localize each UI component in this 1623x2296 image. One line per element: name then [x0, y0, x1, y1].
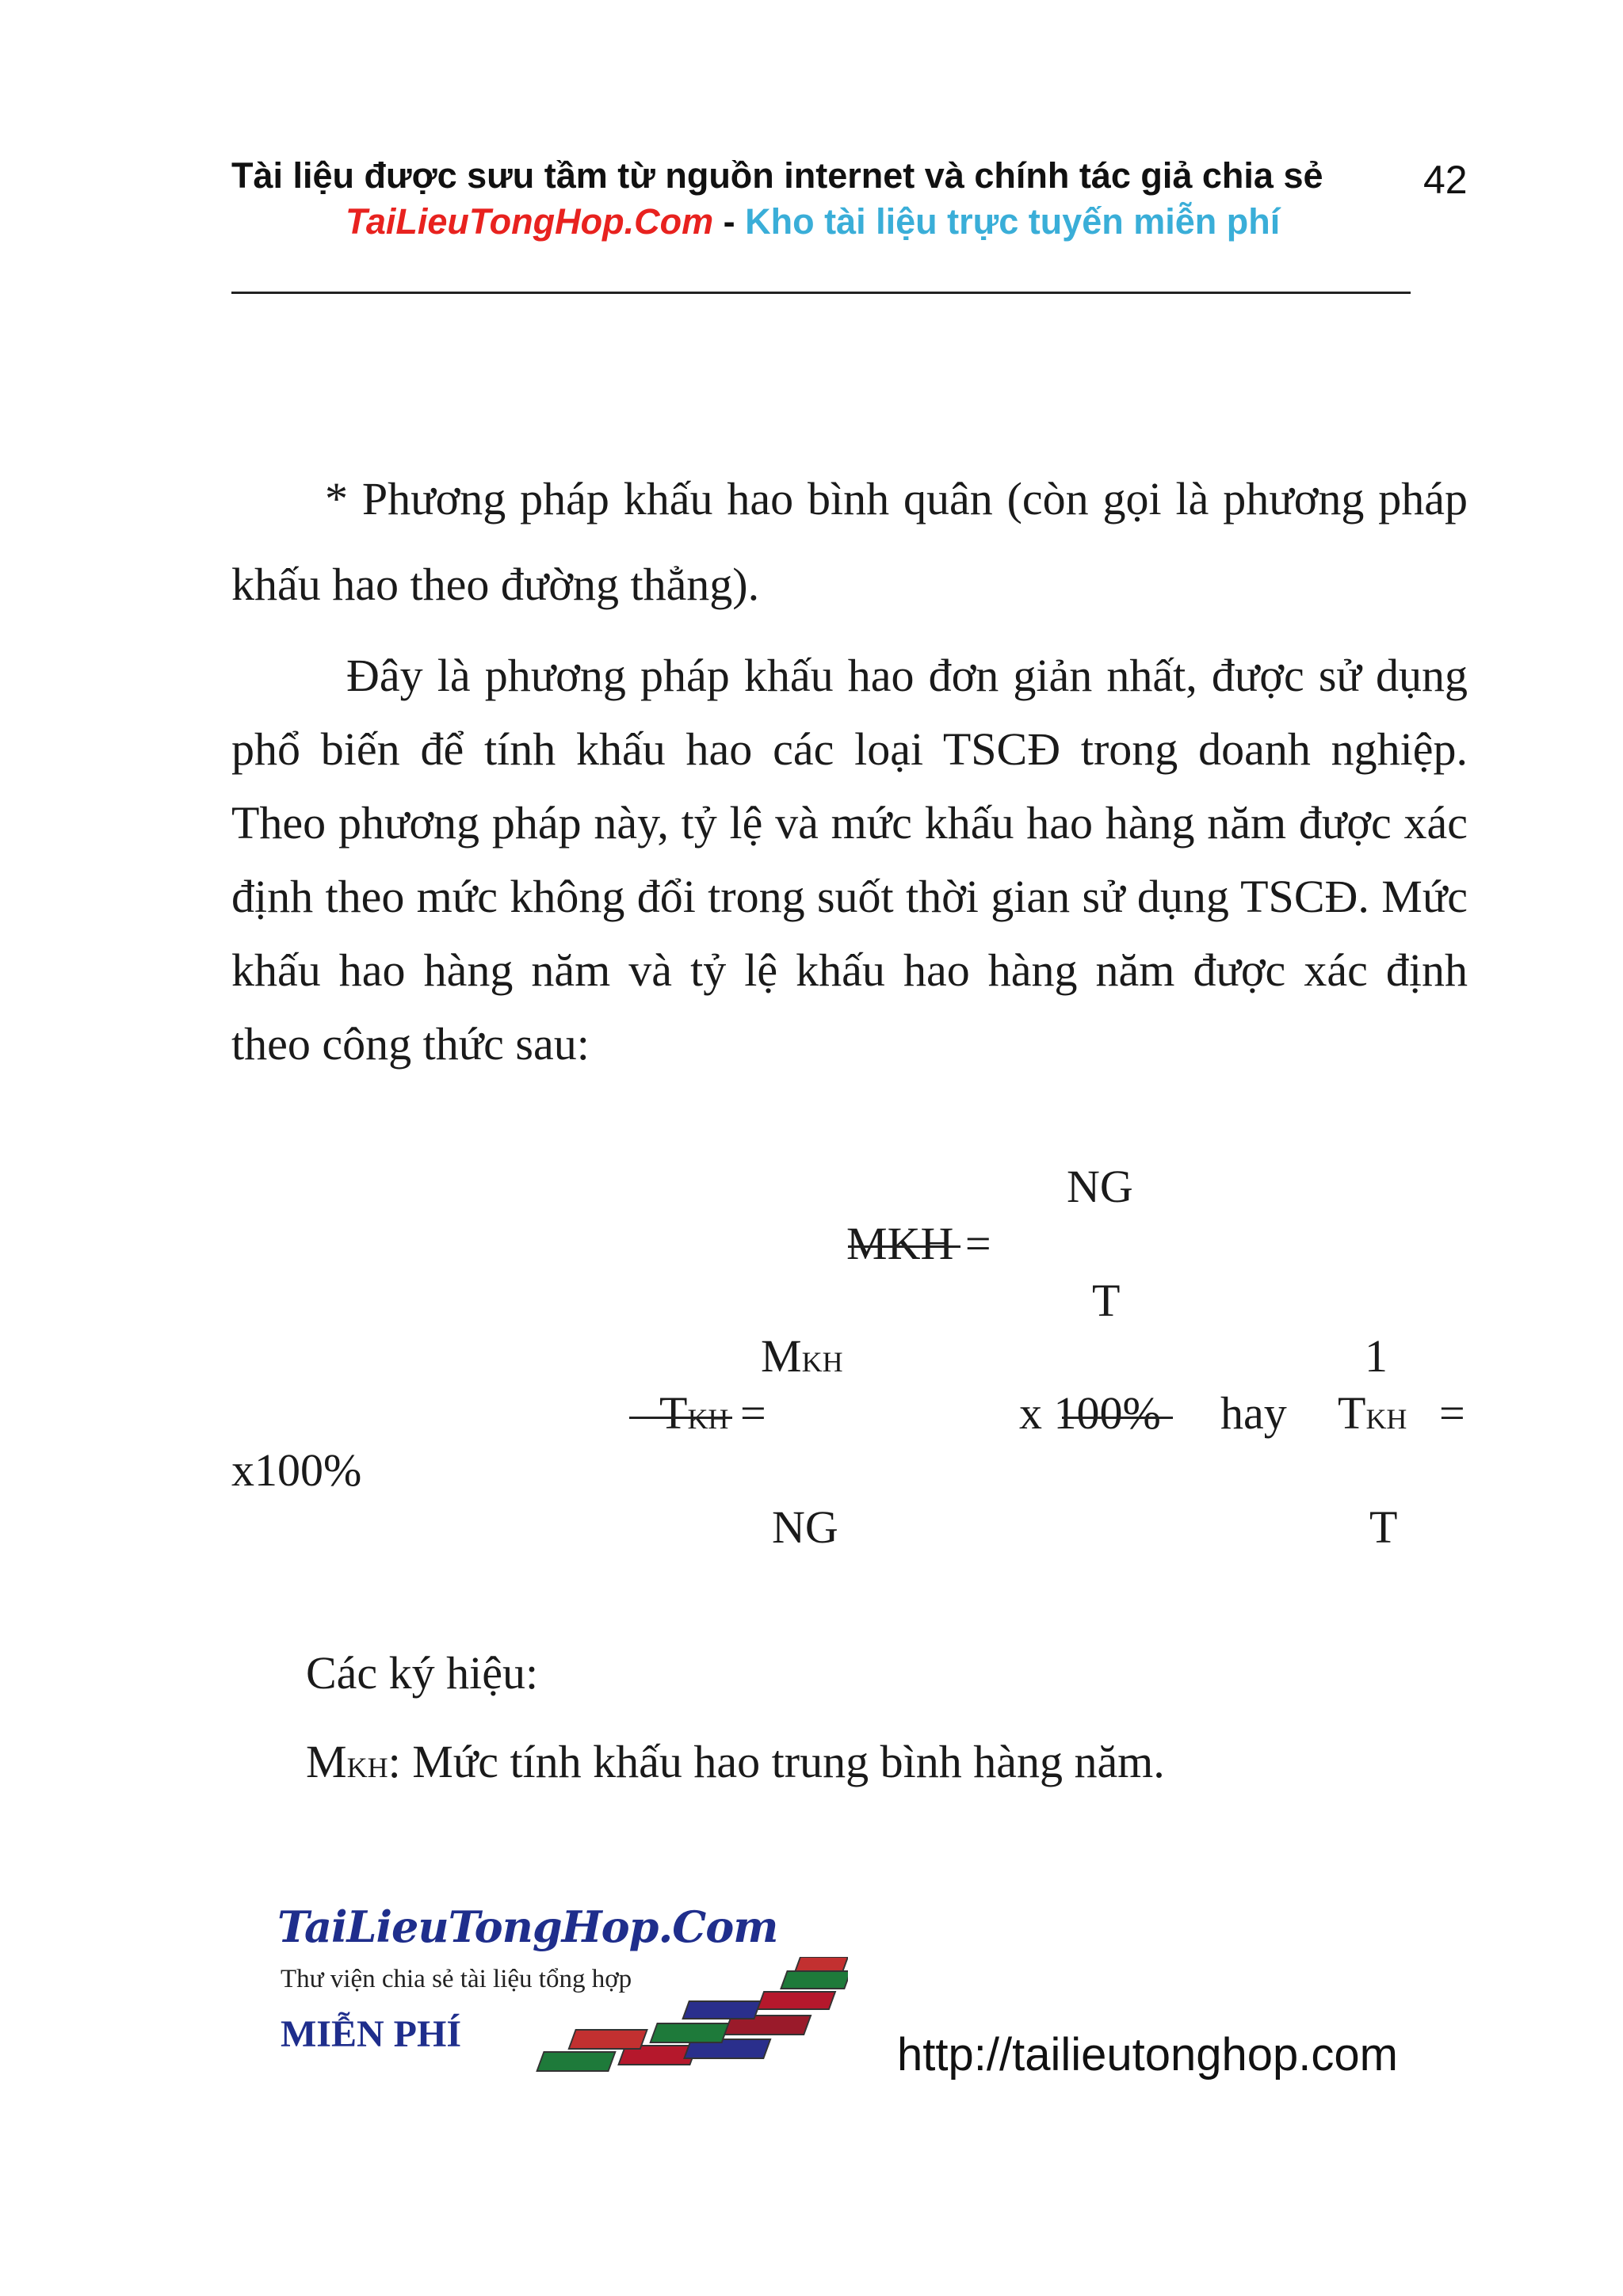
paragraph-method-description: Đây là phương pháp khấu hao đơn giản nhất, được sử dụng phổ biến để tính khấu hao các loại TSCĐ trong doanh nghiệp. Theo phương pháp này, tỷ lệ và mức khấu hao hàng năm được xác định theo mức không đổi trong suốt thời gian sử dụng TSCĐ. Mức khấu hao hàng năm và tỷ lệ khấu hao hàng năm được xác định theo công thức sau: [231, 650, 1468, 1070]
header-divider [231, 292, 1411, 294]
formula2-fraction-bar-left [629, 1417, 732, 1419]
logo-free-text: MIỄN PHÍ [281, 2013, 461, 2055]
footer-url-link[interactable]: http://tailieutonghop.com [897, 2029, 1398, 2081]
header-separator: - [713, 201, 746, 242]
logo-tagline: Thư viện chia sẻ tài liệu tổng hợp [281, 1965, 632, 1993]
formula2-x100: x100% [231, 1444, 362, 1496]
formula2-numerator-mkh: MKH [761, 1330, 843, 1382]
formula1-lhs: MKH = [846, 1218, 991, 1269]
formula2-denominator-t: T [1369, 1501, 1398, 1553]
formula2-numerator-one: 1 [1365, 1330, 1388, 1382]
symbols-heading: Các ký hiệu: [306, 1647, 539, 1699]
header-tagline: Kho tài liệu trực tuyến miễn phí [745, 201, 1281, 242]
formula2-fraction-bar-right [1062, 1417, 1173, 1419]
symbol-mkh-definition: MKH: Mức tính khấu hao trung bình hàng năm. [306, 1736, 1165, 1787]
paragraph-method-title: * Phương pháp khấu hao bình quân (còn gọi là phương pháp khấu hao theo đường thẳng). [231, 473, 1468, 610]
formula2-denominator-ng: NG [772, 1501, 838, 1553]
formula2-times-100: x 100% [1019, 1387, 1161, 1439]
page-number: 42 [1423, 158, 1468, 202]
formula2-rhs-tkh: TKH [1338, 1387, 1407, 1439]
books-stack-icon [515, 1957, 848, 2084]
logo-title: TaiLieuTongHop.Com [277, 1901, 778, 1952]
header-source-note: Tài liệu được sưu tầm từ nguồn internet và chính tác giả chia sẻ [231, 155, 1323, 196]
formula1-numerator: NG [1067, 1161, 1133, 1212]
header-site-link[interactable]: TaiLieuTongHop.Com [346, 201, 714, 242]
formula2-or-word: hay [1220, 1387, 1287, 1439]
site-logo[interactable] [277, 1901, 880, 2092]
formula2-lhs-tkh: TKH = [659, 1387, 766, 1439]
formula2-equals-right: = [1439, 1387, 1465, 1439]
formula1-fraction-bar [848, 1245, 960, 1248]
header-site-line [346, 201, 1280, 242]
formula1-denominator: T [1092, 1275, 1121, 1326]
